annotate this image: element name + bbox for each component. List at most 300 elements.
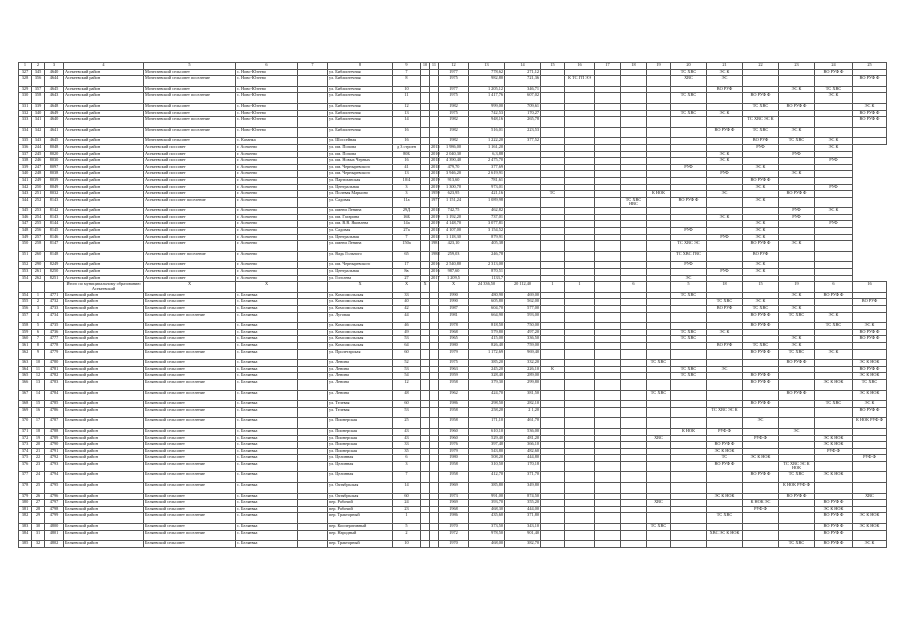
table-cell: г. Асекеево: [236, 144, 298, 151]
table-cell: [815, 117, 853, 128]
table-cell: г. Асекеево: [236, 158, 298, 165]
table-cell: [595, 349, 621, 360]
table-cell: [298, 428, 328, 435]
table-cell: Беляевский район: [64, 323, 144, 330]
table-cell: [565, 234, 595, 241]
column-number-cell: 8: [328, 63, 393, 70]
table-cell: 345: [32, 69, 45, 76]
table-cell: [421, 323, 430, 330]
table-cell: 8144: [45, 221, 64, 228]
table-cell: [671, 418, 707, 429]
table-cell: 53: [393, 407, 421, 418]
table-cell: [298, 390, 328, 401]
table-cell: ВО РУФ: [707, 86, 743, 93]
table-cell: 4640: [45, 117, 64, 128]
table-cell: [430, 93, 439, 104]
table-cell: [621, 110, 647, 117]
table-cell: 2018: [430, 171, 439, 178]
table-cell: 6: [393, 455, 421, 462]
table-cell: Асекеевский район: [64, 103, 144, 110]
table-cell: 2018: [430, 208, 439, 215]
table-cell: [595, 234, 621, 241]
table-cell: 10: [393, 86, 421, 93]
table-cell: [565, 184, 595, 191]
table-cell: ТС ХВС: [743, 103, 779, 110]
table-cell: 289,00: [505, 373, 541, 380]
table-cell: 346,71: [505, 86, 541, 93]
table-row: [19, 251, 887, 262]
table-cell: [505, 164, 541, 171]
table-cell: 60: [393, 349, 421, 360]
table-cell: с. Беляевка: [236, 312, 298, 323]
table-cell: [647, 401, 671, 408]
table-cell: [779, 442, 815, 449]
table-cell: 4788: [45, 428, 64, 435]
table-row: [19, 541, 887, 548]
table-cell: 481,20: [505, 435, 541, 442]
table-cell: [421, 530, 430, 541]
table-cell: 16: [393, 127, 421, 138]
table-row: [19, 418, 887, 429]
table-cell: X: [439, 282, 469, 293]
table-cell: [430, 323, 439, 330]
table-cell: [671, 530, 707, 541]
table-cell: [298, 483, 328, 494]
table-cell: 1979: [439, 448, 469, 455]
table-cell: Асекеевский поссовет: [144, 275, 236, 282]
table-cell: [565, 461, 595, 472]
table-cell: ТС ХВС ЭС К: [743, 117, 779, 128]
table-cell: 982,80: [469, 76, 505, 87]
table-cell: 4782: [45, 373, 64, 380]
table-cell: ул. Пионерская: [328, 448, 393, 455]
table-cell: 250: [32, 184, 45, 191]
column-number-cell: 14: [505, 63, 541, 70]
table-cell: ЭС К НОК: [853, 524, 887, 531]
table-cell: 1 151,24: [439, 197, 469, 208]
table-cell: 8049: [45, 184, 64, 191]
table-cell: ул. им. Черныревского: [328, 164, 393, 171]
table-cell: 375: [19, 455, 32, 462]
table-cell: ул. Комсомольская: [328, 299, 393, 306]
table-cell: [707, 390, 743, 401]
table-cell: 480,90: [469, 292, 505, 299]
table-cell: [298, 76, 328, 87]
table-cell: [621, 312, 647, 323]
table-cell: [430, 336, 439, 343]
table-cell: Мочегаевский сельсовет поселение: [144, 127, 236, 138]
table-cell: [298, 269, 328, 276]
table-cell: 4649: [45, 110, 64, 117]
table-cell: Асекеевский район: [64, 214, 144, 221]
table-cell: [779, 69, 815, 76]
table-cell: 397,40: [469, 442, 505, 449]
table-cell: 468,00: [469, 541, 505, 548]
table-cell: [595, 86, 621, 93]
table-cell: [421, 262, 430, 269]
table-cell: 1972: [439, 530, 469, 541]
table-cell: 1959: [439, 373, 469, 380]
table-cell: 13: [32, 379, 45, 390]
table-cell: ул. Партизанская: [328, 177, 393, 184]
table-cell: [671, 435, 707, 442]
table-cell: [595, 472, 621, 483]
table-cell: Асекеевский поссовет: [144, 164, 236, 171]
table-cell: [565, 171, 595, 178]
table-cell: 721,36: [505, 76, 541, 87]
table-cell: Беляевский сельсовет: [144, 506, 236, 513]
table-cell: 343,10: [505, 524, 541, 531]
table-cell: 1975: [439, 110, 469, 117]
table-row: [19, 117, 887, 128]
table-row: [19, 379, 887, 390]
table-cell: 3 077,81: [469, 221, 505, 228]
table-cell: [430, 418, 439, 429]
table-cell: [45, 282, 64, 293]
table-cell: Асекеевский поссовет: [144, 228, 236, 235]
table-cell: ВО РУФ Ф: [815, 524, 853, 531]
table-cell: 6: [621, 282, 647, 293]
table-cell: Асекеевский район: [64, 110, 144, 117]
table-cell: X: [328, 282, 393, 293]
table-cell: РУФ: [671, 262, 707, 269]
column-number-cell: 4: [64, 63, 144, 70]
table-cell: [853, 93, 887, 104]
table-cell: 366: [19, 379, 32, 390]
table-cell: [815, 103, 853, 110]
table-cell: ТС ХВС: [671, 366, 707, 373]
table-cell: [647, 428, 671, 435]
table-cell: Беляевский сельсовет поселение: [144, 349, 236, 360]
table-cell: [421, 455, 430, 462]
table-cell: [671, 299, 707, 306]
table-cell: [815, 269, 853, 276]
column-number-cell: 17: [595, 63, 621, 70]
table-cell: [779, 379, 815, 390]
table-cell: ул. имени Ленина: [328, 241, 393, 252]
table-cell: [421, 164, 430, 171]
table-cell: [853, 461, 887, 472]
table-cell: ЭС К: [707, 110, 743, 117]
table-cell: г. Асекеево: [236, 221, 298, 228]
table-cell: Беляевский район: [64, 349, 144, 360]
column-number-cell: 9: [393, 63, 421, 70]
table-cell: 8в: [393, 269, 421, 276]
table-cell: [595, 69, 621, 76]
table-cell: [595, 513, 621, 524]
table-cell: [647, 158, 671, 165]
table-cell: [621, 513, 647, 524]
table-cell: [565, 493, 595, 500]
table-cell: ТС ХВС ЭС: [671, 241, 707, 252]
table-cell: 343: [32, 138, 45, 145]
table-cell: [779, 524, 815, 531]
table-cell: пер. Тракторный: [328, 541, 393, 548]
table-cell: 54: [393, 373, 421, 380]
table-cell: [298, 524, 328, 531]
table-cell: с. Беляевка: [236, 299, 298, 306]
table-cell: 9: [32, 349, 45, 360]
table-cell: [541, 171, 565, 178]
table-cell: ЭС К НОК: [853, 360, 887, 367]
table-cell: ЭС: [671, 275, 707, 282]
table-cell: 251: [32, 191, 45, 198]
table-cell: 354: [19, 275, 32, 282]
table-cell: ВО РУФ: [707, 306, 743, 313]
table-cell: 31: [32, 530, 45, 541]
column-number-cell: 24: [815, 63, 853, 70]
table-cell: ВО РУФ Ф: [743, 401, 779, 408]
table-cell: 1 089,98: [469, 197, 505, 208]
table-cell: [421, 191, 430, 198]
table-cell: Асекеевский район: [64, 228, 144, 235]
table-cell: [298, 275, 328, 282]
table-cell: [298, 493, 328, 500]
table-cell: ул. имени Ленина: [328, 208, 393, 215]
table-cell: 1987: [439, 306, 469, 313]
table-cell: Беляевский сельсовет: [144, 455, 236, 462]
table-cell: г. Асекеево: [236, 151, 298, 158]
table-cell: [421, 407, 430, 418]
table-cell: [430, 435, 439, 442]
table-cell: [430, 530, 439, 541]
table-cell: ТС ХВС ГВС: [671, 251, 707, 262]
table-cell: 14: [393, 483, 421, 494]
table-cell: [541, 390, 565, 401]
table-cell: [647, 336, 671, 343]
table-cell: [621, 184, 647, 191]
table-cell: [595, 171, 621, 178]
table-cell: ул. Пионерская: [328, 442, 393, 449]
table-cell: РУФ: [707, 269, 743, 276]
table-cell: Асекеевский поссовет: [144, 241, 236, 252]
table-cell: 48: [393, 390, 421, 401]
table-cell: 461,70: [505, 418, 541, 429]
table-cell: [541, 208, 565, 215]
table-cell: [815, 336, 853, 343]
table-cell: [298, 86, 328, 93]
table-cell: [621, 349, 647, 360]
table-cell: [621, 299, 647, 306]
table-cell: 1 192,20: [439, 214, 469, 221]
column-number-cell: 18: [621, 63, 647, 70]
table-cell: ТС ХВС: [743, 306, 779, 313]
table-cell: [565, 366, 595, 373]
table-cell: 4787: [45, 418, 64, 429]
table-cell: 870,51: [469, 269, 505, 276]
table-cell: [707, 241, 743, 252]
table-cell: 543,80: [469, 448, 505, 455]
table-cell: ВО РУФ: [743, 251, 779, 262]
table-cell: [647, 349, 671, 360]
table-cell: [671, 127, 707, 138]
table-cell: РУФ Ф: [853, 455, 887, 462]
table-cell: 874,50: [505, 493, 541, 500]
table-cell: 4785: [45, 401, 64, 408]
table-cell: г. Асекеево: [236, 177, 298, 184]
table-cell: [421, 110, 430, 117]
table-cell: [779, 418, 815, 429]
table-cell: [565, 373, 595, 380]
table-cell: [430, 86, 439, 93]
table-cell: [621, 455, 647, 462]
table-cell: 33: [393, 292, 421, 299]
table-cell: [779, 158, 815, 165]
table-cell: 249: [32, 177, 45, 184]
housing-register-table: [18, 62, 887, 548]
table-cell: [565, 117, 595, 128]
table-cell: Мочегаевский сельсовет: [144, 69, 236, 76]
table-cell: Беляевский район: [64, 407, 144, 418]
table-cell: [541, 103, 565, 110]
table-cell: Беляевский район: [64, 461, 144, 472]
table-cell: с. Беляевка: [236, 428, 298, 435]
table-cell: [815, 428, 853, 435]
table-cell: [505, 228, 541, 235]
table-cell: ЭС К: [853, 541, 887, 548]
table-cell: ул. Гоголева: [328, 275, 393, 282]
table-cell: Мочегаевский сельсовет поселение: [144, 76, 236, 87]
table-cell: [430, 506, 439, 513]
table-cell: 1 209,5: [439, 275, 469, 282]
table-cell: 1958: [439, 418, 469, 429]
table-cell: [421, 228, 430, 235]
table-cell: 356: [19, 306, 32, 313]
table-cell: 259,03: [439, 251, 469, 262]
table-cell: [743, 541, 779, 548]
table-cell: 361: [19, 342, 32, 349]
table-cell: Беляевский сельсовет поселение: [144, 407, 236, 418]
table-cell: РУФ: [707, 171, 743, 178]
table-cell: [595, 312, 621, 323]
table-cell: [595, 191, 621, 198]
table-cell: 781,61: [469, 177, 505, 184]
table-cell: ЭС: [743, 418, 779, 429]
table-cell: ТС ХВС: [707, 299, 743, 306]
table-cell: [298, 442, 328, 449]
table-cell: 1986: [439, 513, 469, 524]
table-cell: [815, 262, 853, 269]
table-cell: Асекеевский район: [64, 69, 144, 76]
table-cell: 1 986,00: [439, 144, 469, 151]
table-cell: ВО РУФ Ф: [743, 93, 779, 104]
table-cell: [430, 379, 439, 390]
table-cell: ЭС К: [779, 336, 815, 343]
table-cell: 2 619,91: [469, 171, 505, 178]
table-cell: 359: [19, 329, 32, 336]
table-cell: 2 040,30: [439, 151, 469, 158]
table-cell: 4790: [45, 442, 64, 449]
table-cell: 253: [32, 208, 45, 215]
table-cell: [707, 117, 743, 128]
table-row: [19, 93, 887, 104]
table-cell: [647, 448, 671, 455]
table-cell: [779, 117, 815, 128]
table-cell: [595, 197, 621, 208]
table-cell: 1: [32, 292, 45, 299]
table-cell: Асекеевский поссовет: [144, 158, 236, 165]
table-cell: 341: [32, 117, 45, 128]
table-cell: 6,3,88: [469, 151, 505, 158]
table-cell: [430, 407, 439, 418]
table-cell: [421, 299, 430, 306]
table-cell: [298, 472, 328, 483]
table-cell: [671, 177, 707, 184]
table-cell: 1988: [430, 251, 439, 262]
table-cell: 257: [32, 234, 45, 241]
table-cell: РУФ Ф: [815, 448, 853, 455]
table-cell: [647, 312, 671, 323]
table-cell: 2: [393, 530, 421, 541]
table-cell: Беляевский район: [64, 483, 144, 494]
table-cell: с. Ново-Юзеево: [236, 86, 298, 93]
table-cell: [647, 221, 671, 228]
table-cell: [421, 184, 430, 191]
table-cell: Беляевский сельсовет: [144, 448, 236, 455]
table-cell: [421, 76, 430, 87]
table-cell: ВО РУФ Ф: [743, 312, 779, 323]
table-cell: 373: [19, 442, 32, 449]
table-cell: 5: [671, 282, 707, 293]
table-cell: ул. Библиотечная: [328, 103, 393, 110]
table-cell: 377: [19, 472, 32, 483]
table-cell: ВО РУФ Ф: [743, 177, 779, 184]
table-cell: ЭС К: [743, 228, 779, 235]
table-cell: 344: [19, 197, 32, 208]
table-cell: Асекеевский район: [64, 191, 144, 198]
column-number-cell: 6: [236, 63, 298, 70]
table-cell: [298, 299, 328, 306]
table-cell: ЭС К: [815, 208, 853, 215]
table-cell: [707, 138, 743, 145]
table-cell: ЭС: [707, 76, 743, 87]
table-cell: ул. Центральная: [328, 184, 393, 191]
table-row: [19, 349, 887, 360]
table-cell: г. Асекеево: [236, 251, 298, 262]
table-cell: ул. Комсомольская: [328, 292, 393, 299]
table-cell: [505, 177, 541, 184]
column-number-cell: 22: [743, 63, 779, 70]
table-cell: [707, 251, 743, 262]
table-cell: 2019: [430, 177, 439, 184]
table-cell: [671, 306, 707, 313]
table-cell: [853, 442, 887, 449]
table-cell: [595, 292, 621, 299]
table-cell: ул. Комсомольская: [328, 336, 393, 343]
column-number-cell: 7: [298, 63, 328, 70]
table-cell: [595, 379, 621, 390]
table-cell: [595, 184, 621, 191]
table-cell: [671, 493, 707, 500]
table-cell: 360: [19, 336, 32, 343]
table-cell: 742,53: [469, 110, 505, 117]
table-cell: ТС ХВС: [853, 379, 887, 390]
table-cell: ЭС К: [707, 158, 743, 165]
table-cell: [541, 373, 565, 380]
table-cell: [707, 93, 743, 104]
table-cell: 536,00: [505, 428, 541, 435]
table-cell: [565, 151, 595, 158]
table-cell: [565, 269, 595, 276]
table-cell: [743, 483, 779, 494]
table-cell: [647, 234, 671, 241]
table-cell: 4780: [45, 360, 64, 367]
table-cell: 330: [19, 93, 32, 104]
table-cell: 8020: [45, 151, 64, 158]
table-cell: Беляевский район: [64, 493, 144, 500]
table-cell: 339: [32, 103, 45, 110]
table-cell: 2015: [430, 144, 439, 151]
